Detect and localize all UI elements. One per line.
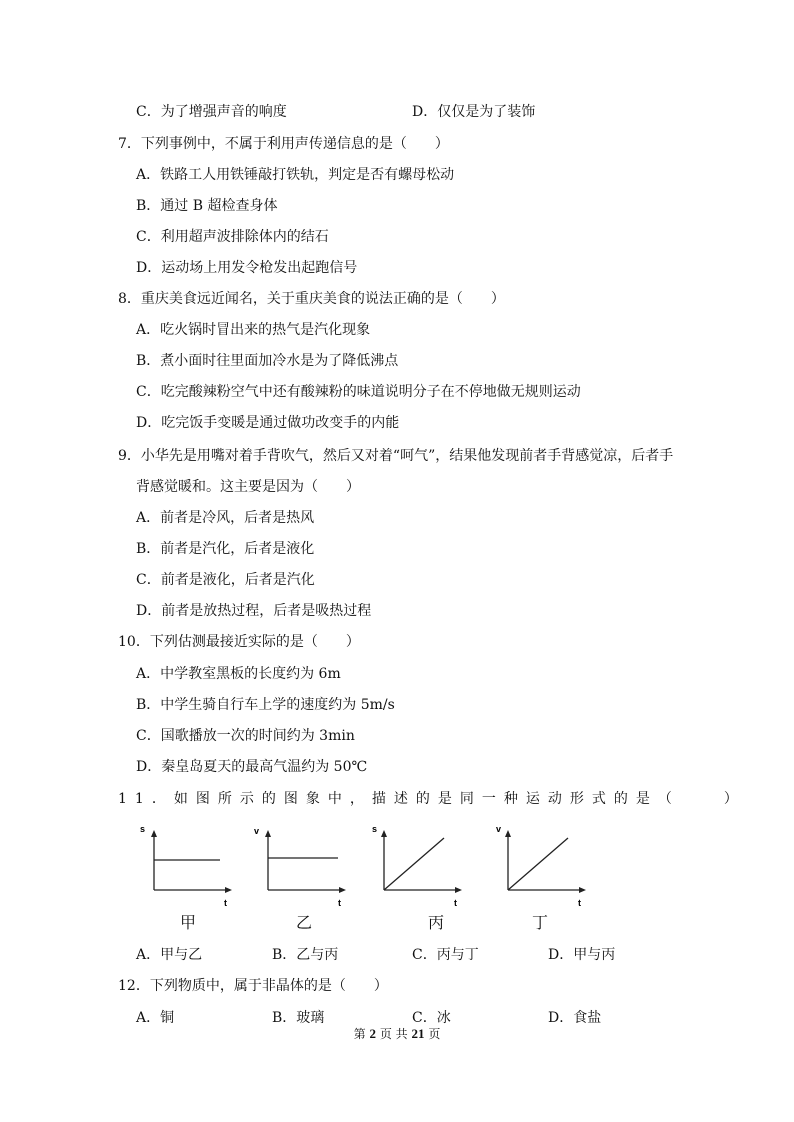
page-footer xyxy=(0,1026,794,1042)
option-11d: D．甲与丙 xyxy=(548,947,616,963)
option-10c: C．国歌播放一次的时间约为 3min xyxy=(136,728,355,744)
option-8a: A．吃火锅时冒出来的热气是汽化现象 xyxy=(136,322,371,338)
y-axis-label: v xyxy=(496,824,502,834)
graph-jia-svg xyxy=(140,820,250,920)
y-axis-arrow xyxy=(151,830,157,837)
question-9: 9．小华先是用嘴对着手背吹气，然后又对着“呵气”，结果他发现前者手背感觉凉，后者手 xyxy=(118,448,674,464)
option-10a: A．中学教室黑板的长度约为 6m xyxy=(136,666,341,682)
question-10: 10．下列估测最接近实际的是（ ） xyxy=(118,634,360,650)
option-9d: D．前者是放热过程，后者是吸热过程 xyxy=(136,603,372,619)
option-12c: C．冰 xyxy=(412,1010,451,1026)
graph-yi-svg xyxy=(254,820,364,920)
graph-ding xyxy=(494,820,604,920)
option-9a: A．前者是冷风，后者是热风 xyxy=(136,510,315,526)
option-8b: B．煮小面时往里面加冷水是为了降低沸点 xyxy=(136,353,399,369)
question-12: 12．下列物质中，属于非晶体的是（ ） xyxy=(118,978,388,994)
y-axis-label: v xyxy=(254,826,260,836)
option-7c: C．利用超声波排除体内的结石 xyxy=(136,229,329,245)
graph-label-ding: 丁 xyxy=(531,913,548,932)
graph-label-yi: 乙 xyxy=(295,913,312,932)
y-axis-label: s xyxy=(372,824,378,834)
footer-pre: 第 xyxy=(353,1027,366,1041)
x-axis-label: t xyxy=(338,898,341,908)
y-axis-arrow xyxy=(381,830,387,837)
option-12d: D．食盐 xyxy=(548,1010,602,1026)
y-axis-label: s xyxy=(140,824,146,834)
option-12b: B．玻璃 xyxy=(272,1010,325,1026)
footer-total-pages: 21 xyxy=(411,1026,425,1041)
option-8c: C．吃完酸辣粉空气中还有酸辣粉的味道说明分子在不停地做无规则运动 xyxy=(136,384,581,400)
option-7b: B．通过 B 超检查身体 xyxy=(136,198,278,214)
option-10b: B．中学生骑自行车上学的速度约为 5m/s xyxy=(136,697,395,713)
footer-page-number: 2 xyxy=(369,1026,376,1041)
y-axis-arrow xyxy=(505,830,511,837)
option-11b: B．乙与丙 xyxy=(272,947,339,963)
option-7a: A．铁路工人用铁锤敲打铁轨，判定是否有螺母松动 xyxy=(136,167,455,183)
option-10d: D．秦皇岛夏天的最高气温约为 50℃ xyxy=(136,759,368,775)
option-7d: D．运动场上用发令枪发出起跑信号 xyxy=(136,260,358,276)
x-axis-label: t xyxy=(454,898,457,908)
graph-label-bing: 丙 xyxy=(427,913,444,932)
x-axis-arrow xyxy=(225,887,232,893)
option-11a: A．甲与乙 xyxy=(136,947,203,963)
graph-bing xyxy=(370,820,480,920)
option-12a: A．铜 xyxy=(136,1010,175,1026)
question-11: 11．如图所示的图象中，描述的是同一种运动形式的是（ ） xyxy=(118,791,746,807)
option-9c: C．前者是液化，后者是汽化 xyxy=(136,572,315,588)
x-axis-label: t xyxy=(224,898,227,908)
graph-yi xyxy=(254,820,364,920)
x-axis-arrow xyxy=(455,887,462,893)
question-8: 8．重庆美食远近闻名，关于重庆美食的说法正确的是（ ） xyxy=(118,291,505,307)
x-axis-label: t xyxy=(578,898,581,908)
option-9b: B．前者是汽化，后者是液化 xyxy=(136,541,315,557)
graph-jia xyxy=(140,820,250,920)
graph-label-jia: 甲 xyxy=(179,913,196,932)
x-axis-arrow xyxy=(579,887,586,893)
graph-ding-svg xyxy=(494,820,604,920)
graph-line xyxy=(384,838,444,890)
graph-line xyxy=(508,838,568,890)
y-axis-arrow xyxy=(265,830,271,837)
option-11c: C．丙与丁 xyxy=(412,947,479,963)
option-6d: D．仅仅是为了装饰 xyxy=(412,104,536,120)
footer-post: 页 xyxy=(428,1027,441,1041)
x-axis-arrow xyxy=(339,887,346,893)
footer-mid: 页 共 xyxy=(379,1027,408,1041)
graph-bing-svg xyxy=(370,820,480,920)
question-7: 7．下列事例中，不属于利用声传递信息的是（ ） xyxy=(118,136,449,152)
option-6c: C．为了增强声音的响度 xyxy=(136,104,287,120)
question-9-cont: 背感觉暖和。这主要是因为（ ） xyxy=(136,479,360,495)
option-8d: D．吃完饭手变暖是通过做功改变手的内能 xyxy=(136,415,400,431)
